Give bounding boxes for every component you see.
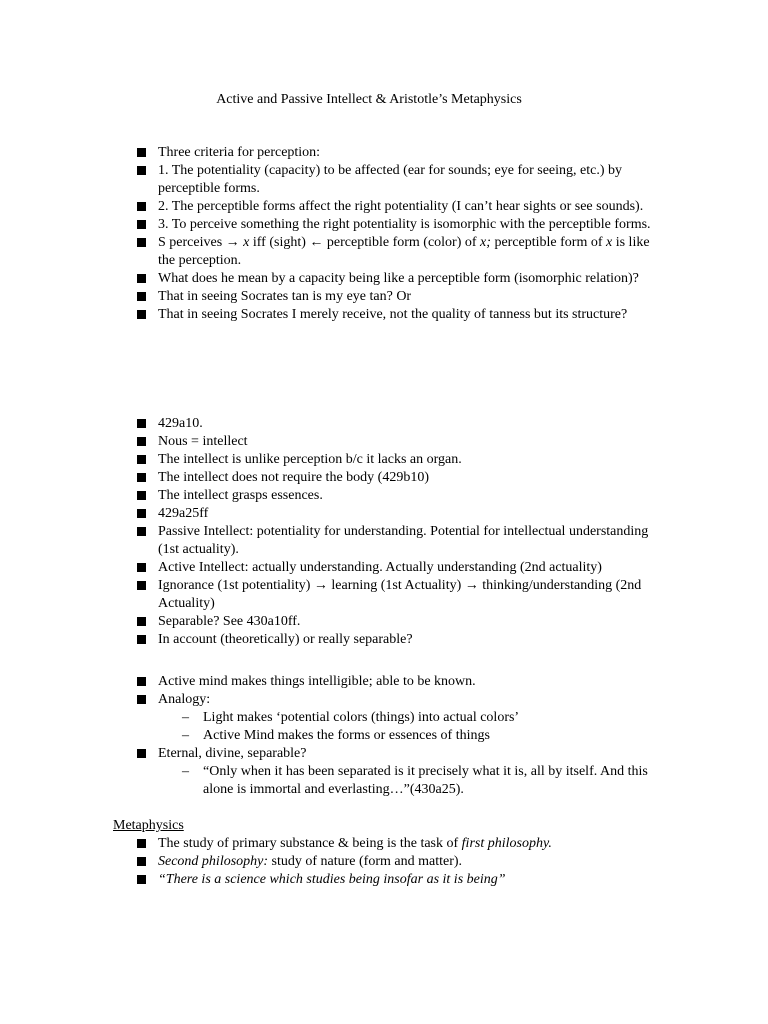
sublist-item: – Light makes ‘potential colors (things) into actual colors’ xyxy=(182,710,520,725)
list-item: Three criteria for perception: xyxy=(0,144,768,162)
square-bullet-icon xyxy=(137,491,146,500)
list-item: 1. The potentiality (capacity) to be affected (ear for sounds; eye for seeing, etc.) by perceptible forms. xyxy=(0,162,768,198)
list-item: Analogy: – Light makes ‘potential colors (things) into actual colors’ – Active Mind makes the forms or essences of things xyxy=(0,691,768,745)
active-mind-list xyxy=(0,673,768,799)
list-item: Ignorance (1st potentiality) → learning (1st Actuality) → thinking/understanding (2nd Actuality) xyxy=(0,577,768,613)
square-bullet-icon xyxy=(137,563,146,572)
eternal-sublist xyxy=(158,763,668,799)
dash-bullet: – xyxy=(182,728,189,743)
square-bullet-icon xyxy=(137,274,146,283)
square-bullet-icon xyxy=(137,581,146,590)
list-item: S perceives → x iff (sight) ← perceptible form (color) of x; perceptible form of x is like the perception. xyxy=(0,234,768,270)
square-bullet-icon xyxy=(137,202,146,211)
list-item: That in seeing Socrates tan is my eye tan? Or xyxy=(0,288,768,306)
sublist-item: – “Only when it has been separated is it precisely what it is, all by itself. And this alone is immortal and everlasting…”(430a25). xyxy=(182,764,648,797)
square-bullet-icon xyxy=(137,166,146,175)
square-bullet-icon xyxy=(137,677,146,686)
square-bullet-icon xyxy=(137,437,146,446)
square-bullet-icon xyxy=(137,220,146,229)
square-bullet-icon xyxy=(137,238,146,247)
list-item: In account (theoretically) or really separable? xyxy=(0,631,768,649)
list-item: Separable? See 430a10ff. xyxy=(0,613,768,631)
square-bullet-icon xyxy=(137,419,146,428)
list-item: The intellect is unlike perception b/c it lacks an organ. xyxy=(0,451,768,469)
metaphysics-heading: Metaphysics xyxy=(113,818,184,833)
square-bullet-icon xyxy=(137,875,146,884)
list-item: Second philosophy: study of nature (form and matter). xyxy=(0,853,768,871)
square-bullet-icon xyxy=(137,292,146,301)
sublist-item: – Active Mind makes the forms or essences of things xyxy=(182,728,490,743)
intellect-list xyxy=(0,415,768,649)
square-bullet-icon xyxy=(137,148,146,157)
analogy-sublist xyxy=(158,709,668,745)
list-item: Eternal, divine, separable? – “Only when it has been separated is it precisely what it is, all by itself. And this alone is immortal and everlasting…”(430a25). xyxy=(0,745,768,799)
list-item: 429a25ff xyxy=(0,505,768,523)
square-bullet-icon xyxy=(137,509,146,518)
list-item: The intellect does not require the body (429b10) xyxy=(0,469,768,487)
square-bullet-icon xyxy=(137,749,146,758)
list-item: Nous = intellect xyxy=(0,433,768,451)
square-bullet-icon xyxy=(137,617,146,626)
dash-bullet: – xyxy=(182,710,189,725)
list-item: Passive Intellect: potentiality for understanding. Potential for intellectual understanding (1st actuality). xyxy=(0,523,768,559)
square-bullet-icon xyxy=(137,857,146,866)
list-item: What does he mean by a capacity being like a perceptible form (isomorphic relation)? xyxy=(0,270,768,288)
square-bullet-icon xyxy=(137,473,146,482)
square-bullet-icon xyxy=(137,695,146,704)
list-item: 2. The perceptible forms affect the right potentiality (I can’t hear sights or see sounds). xyxy=(0,198,768,216)
square-bullet-icon xyxy=(137,310,146,319)
perception-list xyxy=(0,144,768,324)
list-item: The intellect grasps essences. xyxy=(0,487,768,505)
list-item: That in seeing Socrates I merely receive, not the quality of tanness but its structure? xyxy=(0,306,768,324)
dash-bullet: – xyxy=(182,764,189,779)
list-item: The study of primary substance & being is the task of first philosophy. xyxy=(0,835,768,853)
square-bullet-icon xyxy=(137,455,146,464)
square-bullet-icon xyxy=(137,527,146,536)
page-title: Active and Passive Intellect & Aristotle’s Metaphysics xyxy=(216,92,522,107)
list-item: Active Intellect: actually understanding. Actually understanding (2nd actuality) xyxy=(0,559,768,577)
metaphysics-list xyxy=(0,835,768,889)
square-bullet-icon xyxy=(137,635,146,644)
list-item: 429a10. xyxy=(0,415,768,433)
list-item: “There is a science which studies being insofar as it is being” xyxy=(0,871,768,889)
list-item: 3. To perceive something the right potentiality is isomorphic with the perceptible forms. xyxy=(0,216,768,234)
list-item: Active mind makes things intelligible; able to be known. xyxy=(0,673,768,691)
square-bullet-icon xyxy=(137,839,146,848)
